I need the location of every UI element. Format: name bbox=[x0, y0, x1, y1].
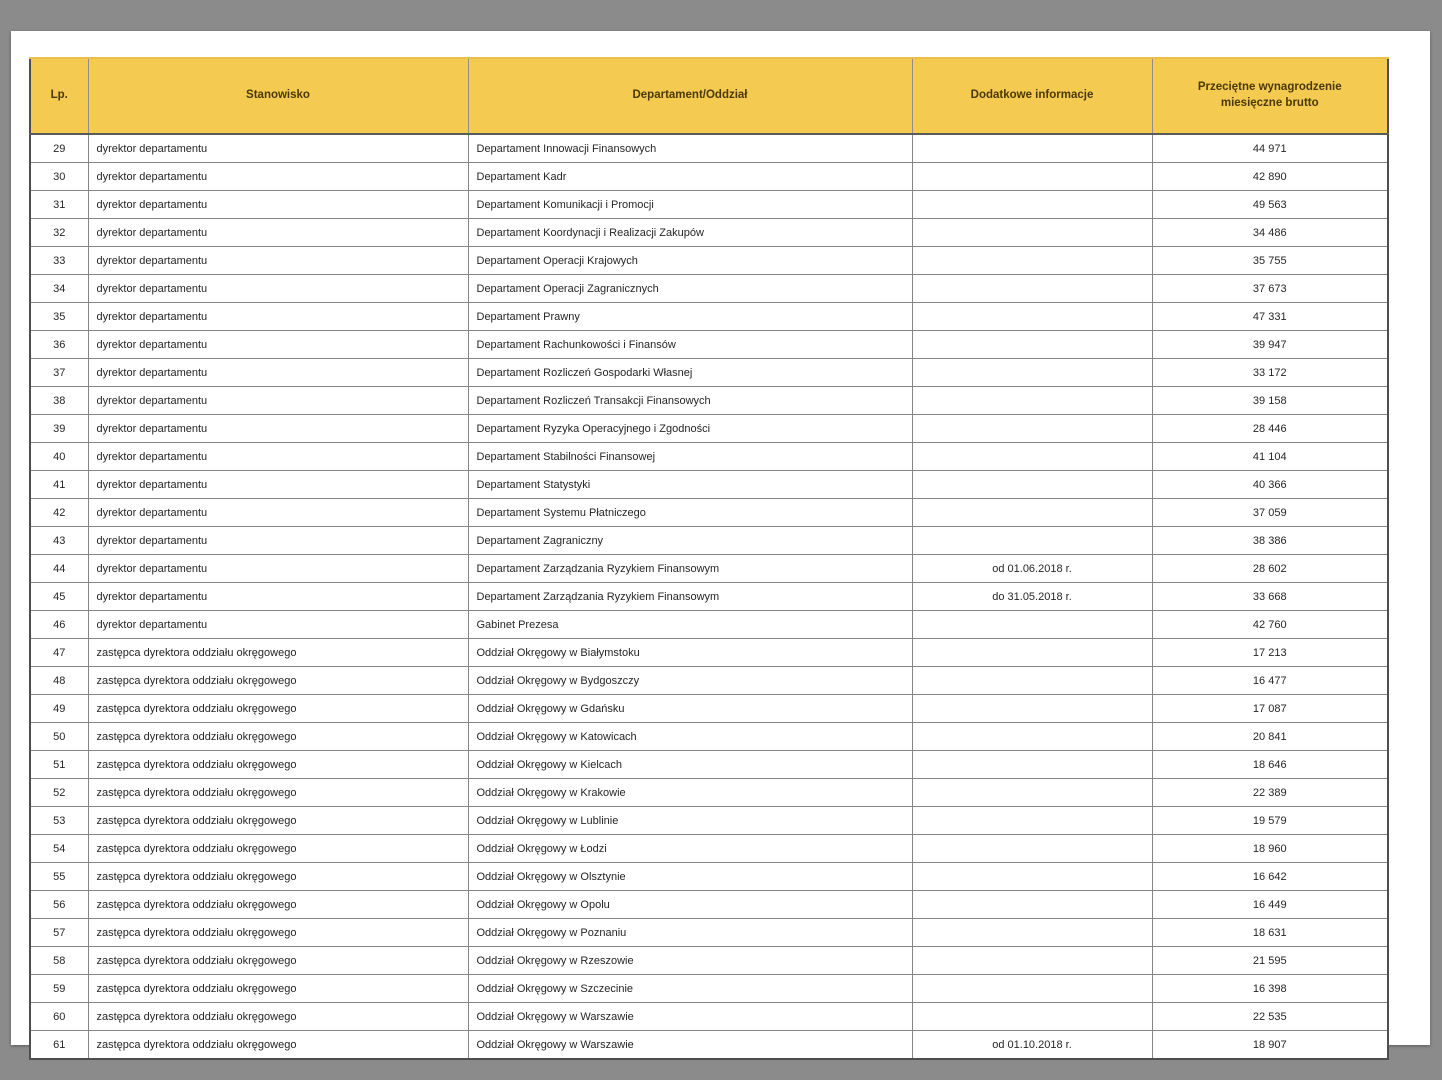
salary-cell: 37 059 bbox=[1152, 499, 1388, 527]
row-number-cell: 42 bbox=[30, 499, 88, 527]
department-cell: Departament Zagraniczny bbox=[468, 527, 912, 555]
table-row bbox=[30, 359, 1388, 387]
salary-cell: 39 158 bbox=[1152, 387, 1388, 415]
department-cell: Oddział Okręgowy w Rzeszowie bbox=[468, 947, 912, 975]
salary-cell: 28 602 bbox=[1152, 555, 1388, 583]
position-cell: dyrektor departamentu bbox=[88, 471, 468, 499]
department-cell: Departament Zarządzania Ryzykiem Finansowym bbox=[468, 583, 912, 611]
table-row bbox=[30, 163, 1388, 191]
department-cell: Departament Kadr bbox=[468, 163, 912, 191]
position-cell: zastępca dyrektora oddziału okręgowego bbox=[88, 947, 468, 975]
department-cell: Departament Operacji Zagranicznych bbox=[468, 275, 912, 303]
table-row bbox=[30, 303, 1388, 331]
position-cell: zastępca dyrektora oddziału okręgowego bbox=[88, 639, 468, 667]
department-cell: Departament Stabilności Finansowej bbox=[468, 443, 912, 471]
additional-info-cell bbox=[912, 191, 1152, 219]
salary-cell: 16 642 bbox=[1152, 863, 1388, 891]
department-cell: Departament Rozliczeń Gospodarki Własnej bbox=[468, 359, 912, 387]
table-row bbox=[30, 751, 1388, 779]
table-row bbox=[30, 275, 1388, 303]
additional-info-cell: od 01.06.2018 r. bbox=[912, 555, 1152, 583]
row-number-cell: 60 bbox=[30, 1003, 88, 1031]
additional-info-cell bbox=[912, 807, 1152, 835]
position-cell: dyrektor departamentu bbox=[88, 555, 468, 583]
additional-info-cell bbox=[912, 723, 1152, 751]
row-number-cell: 53 bbox=[30, 807, 88, 835]
salary-cell: 37 673 bbox=[1152, 275, 1388, 303]
row-number-cell: 51 bbox=[30, 751, 88, 779]
additional-info-cell bbox=[912, 471, 1152, 499]
salary-cell: 21 595 bbox=[1152, 947, 1388, 975]
department-cell: Oddział Okręgowy w Warszawie bbox=[468, 1003, 912, 1031]
department-cell: Departament Koordynacji i Realizacji Zakupów bbox=[468, 219, 912, 247]
additional-info-cell bbox=[912, 163, 1152, 191]
column-header-wynagrodzenie: Przeciętne wynagrodzenie miesięczne brutto bbox=[1152, 58, 1388, 134]
salary-cell: 34 486 bbox=[1152, 219, 1388, 247]
salary-cell: 18 907 bbox=[1152, 1031, 1388, 1060]
salary-table bbox=[29, 57, 1389, 1060]
department-cell: Oddział Okręgowy w Białymstoku bbox=[468, 639, 912, 667]
position-cell: zastępca dyrektora oddziału okręgowego bbox=[88, 919, 468, 947]
row-number-cell: 56 bbox=[30, 891, 88, 919]
salary-cell: 39 947 bbox=[1152, 331, 1388, 359]
department-cell: Departament Innowacji Finansowych bbox=[468, 134, 912, 163]
position-cell: dyrektor departamentu bbox=[88, 219, 468, 247]
position-cell: dyrektor departamentu bbox=[88, 247, 468, 275]
department-cell: Oddział Okręgowy w Szczecinie bbox=[468, 975, 912, 1003]
salary-cell: 16 449 bbox=[1152, 891, 1388, 919]
department-cell: Oddział Okręgowy w Kielcach bbox=[468, 751, 912, 779]
position-cell: zastępca dyrektora oddziału okręgowego bbox=[88, 975, 468, 1003]
department-cell: Departament Statystyki bbox=[468, 471, 912, 499]
salary-cell: 38 386 bbox=[1152, 527, 1388, 555]
additional-info-cell bbox=[912, 695, 1152, 723]
additional-info-cell bbox=[912, 611, 1152, 639]
row-number-cell: 32 bbox=[30, 219, 88, 247]
additional-info-cell bbox=[912, 499, 1152, 527]
additional-info-cell bbox=[912, 275, 1152, 303]
salary-cell: 44 971 bbox=[1152, 134, 1388, 163]
salary-cell: 33 668 bbox=[1152, 583, 1388, 611]
row-number-cell: 30 bbox=[30, 163, 88, 191]
salary-cell: 49 563 bbox=[1152, 191, 1388, 219]
department-cell: Departament Komunikacji i Promocji bbox=[468, 191, 912, 219]
row-number-cell: 57 bbox=[30, 919, 88, 947]
additional-info-cell bbox=[912, 667, 1152, 695]
table-row bbox=[30, 219, 1388, 247]
row-number-cell: 61 bbox=[30, 1031, 88, 1060]
additional-info-cell bbox=[912, 863, 1152, 891]
column-header-dodatkowe-informacje: Dodatkowe informacje bbox=[912, 58, 1152, 134]
department-cell: Oddział Okręgowy w Olsztynie bbox=[468, 863, 912, 891]
table-row bbox=[30, 555, 1388, 583]
position-cell: zastępca dyrektora oddziału okręgowego bbox=[88, 807, 468, 835]
row-number-cell: 54 bbox=[30, 835, 88, 863]
row-number-cell: 52 bbox=[30, 779, 88, 807]
table-row bbox=[30, 891, 1388, 919]
additional-info-cell bbox=[912, 134, 1152, 163]
column-header-departament: Departament/Oddział bbox=[468, 58, 912, 134]
position-cell: zastępca dyrektora oddziału okręgowego bbox=[88, 723, 468, 751]
table-row bbox=[30, 723, 1388, 751]
row-number-cell: 43 bbox=[30, 527, 88, 555]
department-cell: Oddział Okręgowy w Katowicach bbox=[468, 723, 912, 751]
row-number-cell: 31 bbox=[30, 191, 88, 219]
salary-cell: 17 087 bbox=[1152, 695, 1388, 723]
table-row bbox=[30, 191, 1388, 219]
position-cell: dyrektor departamentu bbox=[88, 583, 468, 611]
table-row bbox=[30, 667, 1388, 695]
row-number-cell: 38 bbox=[30, 387, 88, 415]
table-row bbox=[30, 527, 1388, 555]
salary-cell: 17 213 bbox=[1152, 639, 1388, 667]
salary-cell: 22 389 bbox=[1152, 779, 1388, 807]
department-cell: Oddział Okręgowy w Poznaniu bbox=[468, 919, 912, 947]
additional-info-cell bbox=[912, 219, 1152, 247]
table-row bbox=[30, 583, 1388, 611]
row-number-cell: 50 bbox=[30, 723, 88, 751]
salary-cell: 18 960 bbox=[1152, 835, 1388, 863]
department-cell: Oddział Okręgowy w Lublinie bbox=[468, 807, 912, 835]
table-row bbox=[30, 919, 1388, 947]
department-cell: Departament Operacji Krajowych bbox=[468, 247, 912, 275]
table-row bbox=[30, 863, 1388, 891]
salary-cell: 47 331 bbox=[1152, 303, 1388, 331]
position-cell: zastępca dyrektora oddziału okręgowego bbox=[88, 891, 468, 919]
additional-info-cell bbox=[912, 779, 1152, 807]
department-cell: Oddział Okręgowy w Gdańsku bbox=[468, 695, 912, 723]
row-number-cell: 37 bbox=[30, 359, 88, 387]
position-cell: zastępca dyrektora oddziału okręgowego bbox=[88, 751, 468, 779]
salary-cell: 42 760 bbox=[1152, 611, 1388, 639]
salary-cell: 35 755 bbox=[1152, 247, 1388, 275]
department-cell: Departament Rozliczeń Transakcji Finansowych bbox=[468, 387, 912, 415]
position-cell: zastępca dyrektora oddziału okręgowego bbox=[88, 1031, 468, 1060]
position-cell: dyrektor departamentu bbox=[88, 359, 468, 387]
row-number-cell: 55 bbox=[30, 863, 88, 891]
additional-info-cell bbox=[912, 975, 1152, 1003]
additional-info-cell bbox=[912, 303, 1152, 331]
row-number-cell: 45 bbox=[30, 583, 88, 611]
table-body bbox=[30, 134, 1388, 1059]
table-row bbox=[30, 695, 1388, 723]
table-row bbox=[30, 779, 1388, 807]
department-cell: Oddział Okręgowy w Warszawie bbox=[468, 1031, 912, 1060]
row-number-cell: 46 bbox=[30, 611, 88, 639]
table-row bbox=[30, 331, 1388, 359]
additional-info-cell bbox=[912, 527, 1152, 555]
table-row bbox=[30, 415, 1388, 443]
table-row bbox=[30, 443, 1388, 471]
table-row bbox=[30, 387, 1388, 415]
table-row bbox=[30, 975, 1388, 1003]
additional-info-cell bbox=[912, 919, 1152, 947]
department-cell: Departament Prawny bbox=[468, 303, 912, 331]
position-cell: dyrektor departamentu bbox=[88, 527, 468, 555]
row-number-cell: 41 bbox=[30, 471, 88, 499]
row-number-cell: 34 bbox=[30, 275, 88, 303]
salary-cell: 22 535 bbox=[1152, 1003, 1388, 1031]
department-cell: Departament Systemu Płatniczego bbox=[468, 499, 912, 527]
department-cell: Oddział Okręgowy w Bydgoszczy bbox=[468, 667, 912, 695]
table-row bbox=[30, 807, 1388, 835]
table-row bbox=[30, 611, 1388, 639]
position-cell: dyrektor departamentu bbox=[88, 387, 468, 415]
additional-info-cell bbox=[912, 415, 1152, 443]
row-number-cell: 44 bbox=[30, 555, 88, 583]
row-number-cell: 40 bbox=[30, 443, 88, 471]
table-header bbox=[30, 58, 1388, 134]
additional-info-cell bbox=[912, 387, 1152, 415]
row-number-cell: 33 bbox=[30, 247, 88, 275]
position-cell: dyrektor departamentu bbox=[88, 331, 468, 359]
row-number-cell: 47 bbox=[30, 639, 88, 667]
department-cell: Departament Zarządzania Ryzykiem Finansowym bbox=[468, 555, 912, 583]
row-number-cell: 58 bbox=[30, 947, 88, 975]
additional-info-cell bbox=[912, 835, 1152, 863]
salary-cell: 18 646 bbox=[1152, 751, 1388, 779]
department-cell: Oddział Okręgowy w Łodzi bbox=[468, 835, 912, 863]
additional-info-cell bbox=[912, 891, 1152, 919]
salary-cell: 16 477 bbox=[1152, 667, 1388, 695]
department-cell: Oddział Okręgowy w Krakowie bbox=[468, 779, 912, 807]
position-cell: dyrektor departamentu bbox=[88, 191, 468, 219]
salary-cell: 18 631 bbox=[1152, 919, 1388, 947]
row-number-cell: 59 bbox=[30, 975, 88, 1003]
position-cell: dyrektor departamentu bbox=[88, 611, 468, 639]
salary-cell: 33 172 bbox=[1152, 359, 1388, 387]
table-row bbox=[30, 247, 1388, 275]
position-cell: dyrektor departamentu bbox=[88, 415, 468, 443]
additional-info-cell bbox=[912, 331, 1152, 359]
position-cell: zastępca dyrektora oddziału okręgowego bbox=[88, 1003, 468, 1031]
position-cell: zastępca dyrektora oddziału okręgowego bbox=[88, 835, 468, 863]
position-cell: zastępca dyrektora oddziału okręgowego bbox=[88, 863, 468, 891]
additional-info-cell bbox=[912, 639, 1152, 667]
salary-cell: 42 890 bbox=[1152, 163, 1388, 191]
additional-info-cell bbox=[912, 247, 1152, 275]
additional-info-cell bbox=[912, 1003, 1152, 1031]
document-page bbox=[11, 31, 1430, 1051]
table-row bbox=[30, 1003, 1388, 1031]
position-cell: dyrektor departamentu bbox=[88, 163, 468, 191]
position-cell: zastępca dyrektora oddziału okręgowego bbox=[88, 667, 468, 695]
salary-cell: 28 446 bbox=[1152, 415, 1388, 443]
position-cell: dyrektor departamentu bbox=[88, 443, 468, 471]
salary-cell: 19 579 bbox=[1152, 807, 1388, 835]
table-row bbox=[30, 499, 1388, 527]
table-row bbox=[30, 835, 1388, 863]
additional-info-cell: od 01.10.2018 r. bbox=[912, 1031, 1152, 1060]
position-cell: zastępca dyrektora oddziału okręgowego bbox=[88, 695, 468, 723]
table-row bbox=[30, 471, 1388, 499]
department-cell: Departament Ryzyka Operacyjnego i Zgodności bbox=[468, 415, 912, 443]
salary-cell: 40 366 bbox=[1152, 471, 1388, 499]
row-number-cell: 29 bbox=[30, 134, 88, 163]
additional-info-cell bbox=[912, 443, 1152, 471]
column-header-stanowisko: Stanowisko bbox=[88, 58, 468, 134]
department-cell: Gabinet Prezesa bbox=[468, 611, 912, 639]
table-header-row bbox=[30, 58, 1388, 134]
additional-info-cell bbox=[912, 359, 1152, 387]
position-cell: dyrektor departamentu bbox=[88, 134, 468, 163]
position-cell: dyrektor departamentu bbox=[88, 275, 468, 303]
row-number-cell: 48 bbox=[30, 667, 88, 695]
department-cell: Departament Rachunkowości i Finansów bbox=[468, 331, 912, 359]
department-cell: Oddział Okręgowy w Opolu bbox=[468, 891, 912, 919]
row-number-cell: 39 bbox=[30, 415, 88, 443]
salary-cell: 16 398 bbox=[1152, 975, 1388, 1003]
additional-info-cell bbox=[912, 947, 1152, 975]
position-cell: dyrektor departamentu bbox=[88, 303, 468, 331]
salary-cell: 41 104 bbox=[1152, 443, 1388, 471]
table-row bbox=[30, 1031, 1388, 1060]
row-number-cell: 36 bbox=[30, 331, 88, 359]
table-row bbox=[30, 639, 1388, 667]
column-header-lp: Lp. bbox=[30, 58, 88, 134]
position-cell: dyrektor departamentu bbox=[88, 499, 468, 527]
table-row bbox=[30, 947, 1388, 975]
row-number-cell: 35 bbox=[30, 303, 88, 331]
additional-info-cell bbox=[912, 751, 1152, 779]
table-row bbox=[30, 134, 1388, 163]
additional-info-cell: do 31.05.2018 r. bbox=[912, 583, 1152, 611]
position-cell: zastępca dyrektora oddziału okręgowego bbox=[88, 779, 468, 807]
salary-cell: 20 841 bbox=[1152, 723, 1388, 751]
row-number-cell: 49 bbox=[30, 695, 88, 723]
